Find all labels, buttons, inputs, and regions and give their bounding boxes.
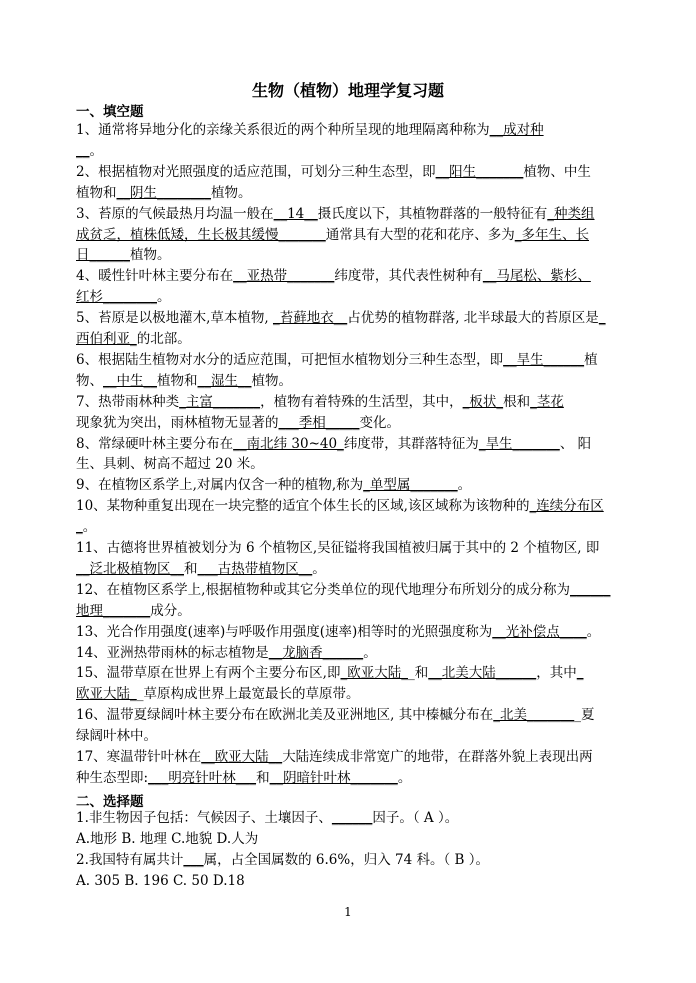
- question-text: 现象犹为突出，雨林植物无显著的: [76, 414, 279, 431]
- question-text: _夏: [574, 707, 595, 724]
- question-text: 。: [157, 289, 171, 306]
- question-text: 12、在植物区系学上,根据植物种或其它分类单位的现代地理分布所划分的成分称为: [76, 581, 570, 598]
- text-line: [76, 475, 636, 496]
- question-text: 占优势的植物群落, 北半球最大的苔原区是: [347, 310, 599, 327]
- answer-text: 日______: [76, 247, 130, 264]
- text-line: [76, 287, 636, 308]
- question-text: 植物。: [130, 247, 171, 264]
- text-line: [76, 392, 636, 413]
- question-text: 2.我国特有属共计: [76, 852, 184, 868]
- text-line: [76, 871, 636, 892]
- question-text: 17、寒温带针叶林在: [76, 749, 202, 765]
- answer-text: __亚热带_______: [233, 268, 335, 285]
- question-text: 大陆连续成非常宽广的地带，在群落外貌上表现出两: [282, 749, 593, 765]
- question-text: 通常具有大型的花和花序、多为: [325, 226, 515, 243]
- question-text: 4、暖性针叶林主要分布在: [76, 268, 234, 285]
- question-text: 。: [397, 769, 412, 786]
- text-line: [76, 517, 636, 538]
- text-line: [76, 371, 636, 392]
- answer-text: __旱生______: [503, 351, 585, 368]
- text-line: [76, 183, 636, 204]
- answer-text: ______: [569, 581, 611, 598]
- text-line: [76, 684, 636, 705]
- answer-text: __中生__: [103, 372, 157, 389]
- text-line: [76, 538, 636, 559]
- question-text: 生、具刺、树高不超过 20 米。: [76, 456, 264, 473]
- question-text: 因子。（ A ）。: [372, 810, 459, 826]
- text-line: [76, 622, 636, 643]
- answer-text: _: [576, 665, 584, 682]
- text-line: [76, 705, 636, 726]
- answer-text: 西伯利亚_: [76, 331, 137, 347]
- question-text: ，植物有着特殊的生活型，其中，: [260, 393, 463, 410]
- answer-text: __14__: [273, 205, 318, 222]
- question-text: ，其中: [536, 665, 577, 682]
- text-line: [76, 245, 636, 266]
- answer-text: __湿生__: [197, 372, 252, 389]
- question-text: 植物和: [76, 184, 117, 201]
- page-number: 1: [344, 905, 352, 919]
- text-line: [76, 559, 636, 580]
- question-text: 3、苔原的气候最热月均温一般在: [76, 205, 274, 222]
- question-text: 9、在植物区系学上,对属内仅含一种的植物,称为: [76, 477, 364, 494]
- text-line: [76, 225, 636, 246]
- question-text: 植物和: [157, 372, 198, 389]
- text-line: [76, 808, 636, 829]
- question-text: 植: [584, 351, 598, 368]
- answer-text: ___: [183, 852, 204, 868]
- answer-text: _连续分布区: [529, 498, 604, 515]
- question-text: 11、古德将世界植被划分为 6 个植物区,吴征镒将我国植被归属于其中的 2 个植物区, 即: [76, 540, 600, 556]
- text-line: [76, 829, 636, 850]
- answer-text: 红杉________: [76, 289, 157, 306]
- answer-text: _茎花: [530, 393, 564, 410]
- answer-text: _北美_______: [493, 707, 575, 724]
- text-line: [76, 162, 636, 183]
- answer-text: _旱生_______: [478, 435, 560, 452]
- question-text: 13、光合作用强度(速率)与呼吸作用强度(速率)相等时的光照强度称为: [76, 623, 493, 640]
- question-text: _和: [407, 665, 429, 682]
- answer-text: __成对种: [489, 122, 544, 138]
- question-text: 7、热带雨林种类: [76, 393, 180, 410]
- answer-text: _: [598, 310, 606, 327]
- question-text: 纬度带，其代表性树种有: [334, 268, 483, 285]
- question-text: _草原构成世界上最宽最长的草原带。: [136, 686, 360, 703]
- question-text: 纬度带，其群落特征为: [343, 435, 479, 452]
- answer-text: _苔藓地衣__: [272, 310, 348, 327]
- answer-text: _多年生、长: [514, 226, 589, 243]
- question-text: 绿阔叶林中。: [76, 728, 157, 745]
- text-line: [76, 120, 636, 141]
- text-line: [76, 768, 636, 789]
- question-text: 1、通常将异地分化的亲缘关系很近的两个种所呈现的地理隔离种称为: [76, 122, 490, 138]
- question-text: 2、根据植物对光照强度的适应范围，可划分三种生态型，即: [76, 163, 436, 180]
- answer-text: __北美大陆______: [428, 665, 537, 682]
- question-text: 植物、中生: [523, 163, 591, 180]
- question-text: 1.非生物因子包括：气候因子、土壤因子、: [76, 810, 332, 826]
- question-text: 变化。: [359, 414, 400, 431]
- answer-text: ______: [331, 810, 373, 826]
- question-text: 根和: [503, 393, 531, 410]
- answer-text: 欧亚大陆_: [76, 686, 137, 703]
- question-text: A. 305 B. 196 C. 50 D.18: [76, 873, 245, 889]
- question-text: 。: [82, 519, 97, 536]
- text-line: [76, 454, 636, 475]
- question-text: 。: [363, 644, 377, 661]
- text-line: [76, 747, 636, 768]
- question-text: A.地形 B. 地理 C.地貌 D.人为: [76, 831, 259, 847]
- question-text: 植物。: [211, 184, 252, 201]
- question-text: 10、某物种重复出现在一块完整的适宜个体生长的区域,该区域称为该物种的: [76, 498, 530, 515]
- answer-text: _种类组: [547, 205, 595, 222]
- answer-text: _主富_______: [179, 393, 261, 410]
- question-text: 。: [586, 623, 601, 640]
- section-heading-fill-in: 一、填空题: [76, 104, 144, 120]
- answer-text: ___明亮针叶林___: [148, 769, 257, 786]
- text-line: [76, 204, 636, 225]
- question-text: 物、: [76, 372, 103, 389]
- answer-text: _: [76, 519, 83, 536]
- question-text: 的北部。: [136, 331, 191, 347]
- answer-text: _板状_: [462, 393, 504, 410]
- answer-text: __马尾松、紫杉、: [482, 268, 591, 285]
- page-title: 生物（植物）地理学复习题: [251, 81, 444, 100]
- text-line: [76, 726, 636, 747]
- question-text: 。: [457, 477, 472, 494]
- answer-text: ___季相_____: [278, 414, 360, 431]
- text-line: [76, 643, 636, 664]
- answer-text: _单型属_______: [363, 477, 458, 494]
- question-text: 属，占全国属数的 6.6%，归入 74 科。（ B ）。: [203, 852, 489, 868]
- question-text: 和: [184, 560, 198, 577]
- answer-text: 地理_______: [76, 602, 151, 619]
- text-line: [76, 496, 636, 517]
- text-line: [76, 434, 636, 455]
- question-text: 。: [89, 142, 103, 159]
- answer-text: 成贫乏，植株低矮，生长极其缓慢_______: [76, 226, 326, 243]
- answer-text: __龙脑香______: [268, 644, 364, 661]
- question-text: 6、根据陆生植物对水分的适应范围，可把恒水植物划分三种生态型，即: [76, 351, 504, 368]
- answer-text: __泛北极植物区__: [76, 560, 184, 577]
- answer-text: __阴生________: [116, 184, 211, 201]
- question-text: 和: [256, 769, 270, 786]
- question-text: 。: [312, 560, 326, 577]
- answer-text: __欧亚大陆__: [201, 749, 283, 765]
- text-line: [76, 850, 636, 871]
- answer-text: __阴暗针叶林_______: [269, 769, 398, 786]
- text-line: [76, 141, 636, 162]
- question-text: 14、亚洲热带雨林的标志植物是: [76, 644, 269, 661]
- answer-text: __阳生_______: [435, 163, 524, 180]
- text-line: [76, 329, 636, 350]
- text-line: [76, 601, 636, 622]
- question-text: 16、温带夏绿阔叶林主要分布在欧洲北美及亚洲地区, 其中榛槭分布在: [76, 707, 494, 724]
- question-text: 成分。: [150, 602, 191, 619]
- text-line: [76, 413, 636, 434]
- answer-text: __南北纬 30~40_: [233, 435, 344, 452]
- question-text: 种生态型即:: [76, 769, 149, 786]
- text-line: [76, 266, 636, 287]
- text-line: [76, 663, 636, 684]
- question-text: 5、苔原是以极地灌木,草本植物,: [76, 310, 273, 327]
- answer-text: _欧亚大陆_: [340, 665, 408, 682]
- answer-text: __光补偿点____: [492, 623, 587, 640]
- question-text: 植物。: [251, 372, 292, 389]
- section-heading-multiple-choice: 二、选择题: [76, 794, 144, 810]
- question-text: 、 阳: [559, 435, 592, 452]
- question-text: 8、常绿硬叶林主要分布在: [76, 435, 234, 452]
- text-line: [76, 308, 636, 329]
- question-text: 摄氏度以下，其植物群落的一般特征有: [317, 205, 548, 222]
- text-line: [76, 580, 636, 601]
- answer-text: __: [76, 142, 90, 159]
- text-line: [76, 350, 636, 371]
- answer-text: ___古热带植物区__: [197, 560, 313, 577]
- question-text: 15、温带草原在世界上有两个主要分布区,即: [76, 665, 341, 682]
